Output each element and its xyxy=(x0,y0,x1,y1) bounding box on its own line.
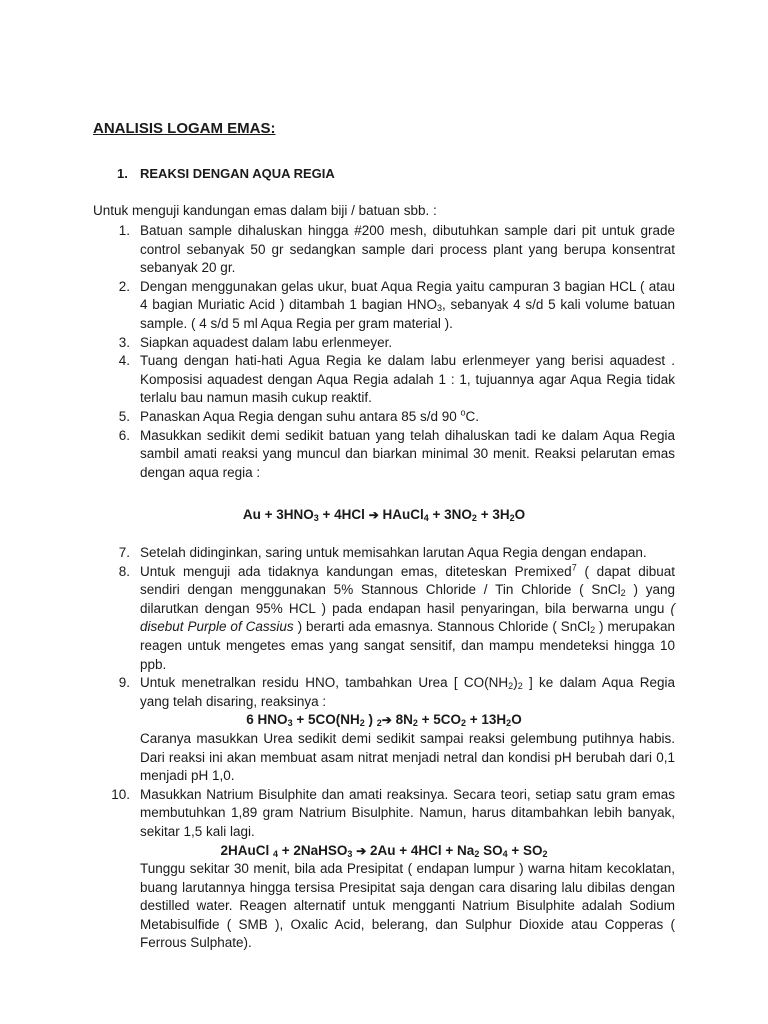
item-text: Tuang dengan hati-hati Agua Regia ke dalam labu erlenmeyer yang berisi aquadest . Komposisi aquadest dengan Aqua Regia adalah 1 : 1, tujuannya agar Aqua Regia tidak terlalu bau namun masih cukup reaktif. xyxy=(140,353,675,406)
subscript: 2 xyxy=(461,718,467,729)
equation-part: + 3NO xyxy=(428,507,472,522)
item-number: 1. xyxy=(118,223,130,238)
list-item xyxy=(93,408,675,427)
item-text: ) yang dilarutkan dengan 95% HCL ) pada endapan hasil penyaringan, bila berwarna ungu xyxy=(140,582,675,616)
equation-2 xyxy=(93,711,675,730)
item-number: 5. xyxy=(118,408,130,424)
item-text: ) berarti ada emasnya. Stannous Chloride ( SnCl xyxy=(293,619,591,635)
step-list-a xyxy=(93,222,675,482)
equation-part: O xyxy=(514,507,526,522)
item-followup-text: Tunggu sekitar 30 menit, bila ada Presipitat ( endapan lumpur ) warna hitam kecoklatan, buang larutannya hingga tersisa Presipitat saja dengan cara disaring lalu dibilas dengan destilled water. Reagen alternatif untuk mengganti Natrium Bisulphite adalah Sodium Metabisulfide ( SMB ), Oxalic Acid, belerang, dan Sulphur Dioxide atau Copperas ( Ferrous Sulphate). xyxy=(140,861,675,951)
item-text: C. xyxy=(465,408,480,424)
item-text: Dengan menggunakan gelas ukur, buat Aqua Regia yaitu campuran 3 bagian HCL ( atau 4 bagian Muriatic Acid ) ditambah 1 bagian HNO xyxy=(140,278,675,313)
item-number: 2. xyxy=(118,278,130,294)
superscript: o xyxy=(460,407,466,418)
equation-part: + 5CO(NH xyxy=(292,712,360,728)
item-number: 9. xyxy=(118,675,130,691)
subscript: 3 xyxy=(437,303,443,314)
equation-3 xyxy=(93,842,675,861)
subscript: 3 xyxy=(287,718,293,729)
item-text: ) xyxy=(513,675,518,691)
equation-part: HAuCl xyxy=(378,507,424,522)
subscript: 2 xyxy=(474,848,480,859)
item-text: Untuk menguji ada tidaknya kandungan emas, diteteskan Premixed xyxy=(140,563,572,579)
step-list-b xyxy=(93,544,675,953)
equation-part: SO xyxy=(479,842,503,858)
subscript: 4 xyxy=(273,848,279,859)
list-item xyxy=(93,427,675,483)
list-item xyxy=(93,278,675,334)
equation-part: 2Au + 4HCl + Na xyxy=(366,842,475,858)
item-italic-text: ( disebut Purple of Cassius xyxy=(140,600,675,635)
item-text: ] ke dalam Aqua Regia yang telah disaring, reaksinya : xyxy=(140,675,675,709)
superscript: 7 xyxy=(571,562,577,573)
item-text: ) merupakan reagen untuk mengetes emas yang sangat sensitif, dan mampu mendeteksi hingga 10 ppb. xyxy=(140,619,675,672)
equation-part: Au + 3HNO xyxy=(242,507,314,522)
equation-part: O xyxy=(511,712,522,728)
list-item xyxy=(93,222,675,278)
list-item xyxy=(93,563,675,675)
item-text: Untuk menetralkan residu HNO, tambahkan Urea [ CO(NH xyxy=(140,675,509,691)
item-text: Panaskan Aqua Regia dengan suhu antara 85 s/d 90 xyxy=(140,408,461,424)
item-number: 10. xyxy=(111,786,130,802)
item-text: Masukkan Natrium Bisulphite dan amati reaksinya. Secara teori, setiap satu gram emas membutuhkan 1,89 gram Natrium Bisulphite. Namun, harus ditambahkan lebih banyak, sekitar 1,5 kali lagi. xyxy=(140,786,675,839)
section-title: REAKSI DENGAN AQUA REGIA xyxy=(140,166,335,181)
item-number: 4. xyxy=(118,353,130,369)
subscript: 2 xyxy=(517,681,523,692)
item-text: Siapkan aquadest dalam labu erlenmeyer. xyxy=(140,334,393,350)
arrow-icon: ➔ xyxy=(356,843,367,858)
list-item xyxy=(93,786,675,953)
document-title: ANALISIS LOGAM EMAS: xyxy=(93,120,276,137)
list-item xyxy=(93,334,675,353)
section-heading xyxy=(117,166,335,181)
subscript: 2 xyxy=(471,513,477,523)
item-text: , sebanyak 4 s/d 5 kali volume batuan sample. ( 4 s/d 5 ml Aqua Regia per gram material ). xyxy=(140,297,676,331)
equation-part: + 5CO xyxy=(417,712,461,728)
equation-part: + 4HCl xyxy=(318,507,369,522)
equation-part: + 3H xyxy=(476,507,510,522)
item-number: 8. xyxy=(118,563,130,579)
equation-part: + 2NaHSO xyxy=(278,842,348,858)
arrow-icon: ➔ xyxy=(368,508,379,522)
item-number: 3. xyxy=(118,334,130,350)
subscript: 2 xyxy=(506,718,512,729)
subscript: 4 xyxy=(502,848,508,859)
list-item xyxy=(93,352,675,408)
item-text: Masukkan sedikit demi sedikit batuan yang telah dihaluskan tadi ke dalam Aqua Regia sambil amati reaksi yang muncul dan biarkan minimal 30 menit. Reaksi pelarutan emas dengan aqua regia : xyxy=(140,427,675,480)
item-text: Setelah didinginkan, saring untuk memisahkan larutan Aqua Regia dengan endapan. xyxy=(140,545,647,560)
section-number: 1. xyxy=(117,166,128,181)
subscript: 2 xyxy=(542,848,548,859)
item-number: 7. xyxy=(118,545,130,560)
list-item xyxy=(93,544,675,563)
subscript: 3 xyxy=(347,848,353,859)
item-number: 6. xyxy=(118,427,130,443)
arrow-icon: ➔ xyxy=(381,713,392,728)
item-followup-text: Caranya masukkan Urea sedikit demi sedikit sampai reaksi gelembung putihnya habis. Dari reaksi ini akan membuat asam nitrat menjadi netral dan kondisi pH berubah dari 0,1 menjadi pH 1,0. xyxy=(140,730,675,784)
equation-1 xyxy=(93,506,675,525)
equation-part: + SO xyxy=(507,842,543,858)
intro-text: Untuk menguji kandungan emas dalam biji / batuan sbb. : xyxy=(93,203,437,218)
subscript: 4 xyxy=(423,513,429,523)
item-text: Batuan sample dihaluskan hingga #200 mesh, dibutuhkan sample dari pit untuk grade control sebanyak 50 gr sedangkan sample dari process plant yang berupa konsentrat sebanyak 20 gr. xyxy=(140,223,675,276)
item-text: ( dapat dibuat sendiri dengan menggunakan 5% Stannous Chloride / Tin Chloride ( SnCl xyxy=(140,563,675,598)
subscript: 2 xyxy=(509,513,515,523)
equation-part: 6 HNO xyxy=(246,712,288,728)
subscript: 2 xyxy=(508,681,514,692)
subscript: 2 xyxy=(359,718,365,729)
equation-part: + 13H xyxy=(466,712,507,728)
subscript: 2 xyxy=(620,588,626,599)
equation-part: 2HAuCl xyxy=(220,842,273,858)
subscript: 2 xyxy=(590,625,596,636)
subscript: 3 xyxy=(313,513,319,523)
subscript: 2 xyxy=(412,718,418,729)
equation-part: ) xyxy=(364,712,377,728)
subscript: 2 xyxy=(376,718,382,729)
list-item xyxy=(93,674,675,786)
equation-part: 8N xyxy=(391,712,413,728)
